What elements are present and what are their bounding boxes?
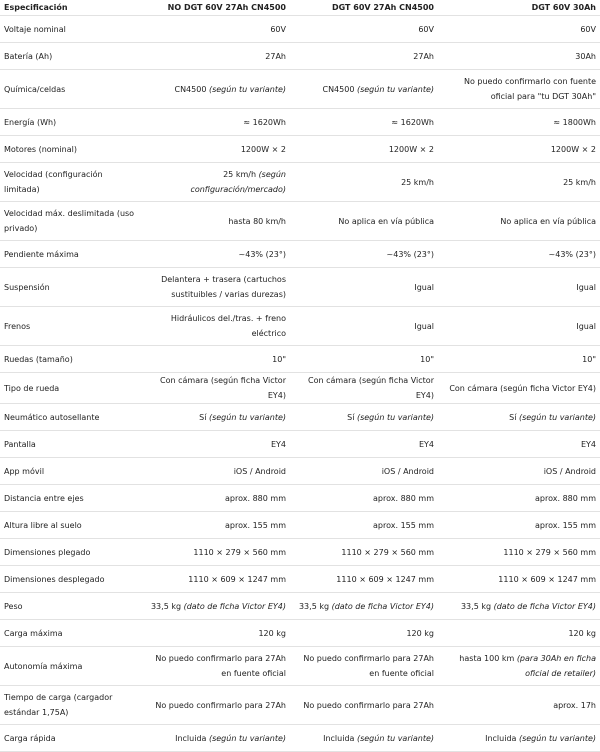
table-row xyxy=(0,485,600,512)
table-cell xyxy=(140,512,290,539)
cell-text: No puedo confirmarlo para 27Ah en fuente oficial xyxy=(303,654,434,678)
cell-text: aprox. 155 mm xyxy=(535,520,596,530)
cell-text: 25 km/h xyxy=(223,170,259,179)
row-label: Tiempo de carga (cargador estándar 1,75A) xyxy=(0,686,140,725)
table-row xyxy=(0,307,600,346)
cell-text: Delantera + trasera (cartuchos sustituibles / varias durezas) xyxy=(161,275,286,299)
cell-text: Incluida xyxy=(175,733,209,743)
table-cell xyxy=(290,539,438,566)
table-cell xyxy=(438,136,600,163)
table-cell xyxy=(438,647,600,686)
table-cell xyxy=(290,136,438,163)
cell-text: hasta 80 km/h xyxy=(228,216,286,226)
row-label: App móvil xyxy=(0,458,140,485)
cell-text: 1200W × 2 xyxy=(388,144,434,154)
row-label: Tipo de rueda xyxy=(0,373,140,404)
table-row xyxy=(0,16,600,43)
table-cell xyxy=(438,725,600,752)
cell-text: 33,5 kg xyxy=(298,601,332,611)
cell-text: CN4500 xyxy=(322,84,357,94)
table-body xyxy=(0,16,600,752)
cell-text: No puedo confirmarlo para 27Ah xyxy=(303,700,434,710)
table-cell xyxy=(438,458,600,485)
table-cell xyxy=(140,70,290,109)
row-label: Batería (Ah) xyxy=(0,43,140,70)
cell-text: 1110 × 279 × 560 mm xyxy=(193,547,286,557)
table-row xyxy=(0,346,600,373)
table-cell xyxy=(438,593,600,620)
cell-text: aprox. 880 mm xyxy=(225,493,286,503)
cell-text: 1200W × 2 xyxy=(240,144,286,154)
table-cell xyxy=(140,307,290,346)
cell-text: ≈ 1800Wh xyxy=(553,117,596,127)
header-dgt-30ah: DGT 60V 30Ah xyxy=(438,0,600,16)
table-cell xyxy=(140,566,290,593)
table-cell xyxy=(438,109,600,136)
table-header-row xyxy=(0,0,600,16)
table-cell xyxy=(290,404,438,431)
row-label: Voltaje nominal xyxy=(0,16,140,43)
row-label: Peso xyxy=(0,593,140,620)
table-row xyxy=(0,620,600,647)
table-cell xyxy=(290,241,438,268)
table-cell xyxy=(438,16,600,43)
table-cell xyxy=(438,268,600,307)
table-cell xyxy=(290,109,438,136)
table-row xyxy=(0,431,600,458)
table-cell xyxy=(290,16,438,43)
cell-note: (según tu variante) xyxy=(208,733,286,743)
table-row xyxy=(0,373,600,404)
table-cell xyxy=(290,512,438,539)
cell-note: (según tu variante) xyxy=(518,733,596,743)
cell-text: 120 kg xyxy=(568,628,596,638)
header-dgt-27ah: DGT 60V 27Ah CN4500 xyxy=(290,0,438,16)
table-cell xyxy=(290,268,438,307)
header-spec: Especificación xyxy=(0,0,140,16)
row-label: Ruedas (tamaño) xyxy=(0,346,140,373)
cell-text: 1110 × 279 × 560 mm xyxy=(341,547,434,557)
table-cell xyxy=(438,686,600,725)
table-cell xyxy=(140,16,290,43)
cell-note: (según tu variante) xyxy=(356,733,434,743)
cell-text: No aplica en vía pública xyxy=(500,216,596,226)
row-label: Energía (Wh) xyxy=(0,109,140,136)
cell-text: iOS / Android xyxy=(381,466,434,476)
table-cell xyxy=(438,43,600,70)
table-cell xyxy=(290,686,438,725)
cell-text: iOS / Android xyxy=(543,466,596,476)
table-cell xyxy=(290,431,438,458)
cell-text: 1110 × 609 × 1247 mm xyxy=(188,574,286,584)
cell-text: hasta 100 km xyxy=(459,654,517,663)
table-row xyxy=(0,593,600,620)
cell-text: 27Ah xyxy=(413,51,434,61)
table-cell xyxy=(140,404,290,431)
table-cell xyxy=(290,566,438,593)
table-cell xyxy=(290,647,438,686)
table-cell xyxy=(290,202,438,241)
cell-text: CN4500 xyxy=(174,84,209,94)
table-row xyxy=(0,725,600,752)
cell-text: aprox. 155 mm xyxy=(373,520,434,530)
row-label: Motores (nominal) xyxy=(0,136,140,163)
table-cell xyxy=(140,202,290,241)
cell-text: ≈ 1620Wh xyxy=(391,117,434,127)
cell-text: 1200W × 2 xyxy=(550,144,596,154)
cell-text: Sí xyxy=(509,412,519,422)
cell-text: 25 km/h xyxy=(563,177,596,187)
table-row xyxy=(0,202,600,241)
cell-text: 27Ah xyxy=(265,51,286,61)
table-cell xyxy=(140,268,290,307)
cell-text: 1110 × 609 × 1247 mm xyxy=(336,574,434,584)
table-cell xyxy=(140,647,290,686)
table-row xyxy=(0,458,600,485)
table-cell xyxy=(140,485,290,512)
cell-text: Incluida xyxy=(323,733,357,743)
cell-note: (según tu variante) xyxy=(518,412,596,422)
row-label: Distancia entre ejes xyxy=(0,485,140,512)
cell-text: Igual xyxy=(576,321,596,331)
table-cell xyxy=(290,346,438,373)
row-label: Frenos xyxy=(0,307,140,346)
table-cell xyxy=(290,163,438,202)
cell-text: No puedo confirmarlo con fuente oficial para "tu DGT 30Ah" xyxy=(463,77,596,101)
cell-text: Con cámara (según ficha Victor EY4) xyxy=(308,376,434,400)
table-cell xyxy=(438,431,600,458)
cell-text: No puedo confirmarlo para 27Ah xyxy=(155,700,286,710)
table-row xyxy=(0,566,600,593)
table-cell xyxy=(438,566,600,593)
row-label: Suspensión xyxy=(0,268,140,307)
table-cell xyxy=(438,307,600,346)
table-cell xyxy=(140,43,290,70)
cell-text: 60V xyxy=(580,24,596,34)
table-cell xyxy=(438,512,600,539)
table-cell xyxy=(290,307,438,346)
row-label: Carga rápida xyxy=(0,725,140,752)
table-row xyxy=(0,686,600,725)
table-cell xyxy=(140,373,290,404)
cell-text: EY4 xyxy=(580,439,596,449)
row-label: Altura libre al suelo xyxy=(0,512,140,539)
table-row xyxy=(0,163,600,202)
cell-text: Igual xyxy=(414,282,434,292)
cell-note: (dato de ficha Victor EY4) xyxy=(183,601,286,611)
table-cell xyxy=(438,346,600,373)
cell-text: Igual xyxy=(414,321,434,331)
row-label: Pendiente máxima xyxy=(0,241,140,268)
cell-text: Igual xyxy=(576,282,596,292)
table-cell xyxy=(438,539,600,566)
cell-text: ~43% (23°) xyxy=(548,249,596,259)
row-label: Velocidad (configuración limitada) xyxy=(0,163,140,202)
table-cell xyxy=(290,593,438,620)
table-cell xyxy=(140,109,290,136)
table-cell xyxy=(140,163,290,202)
cell-text: 10" xyxy=(420,354,434,364)
table-cell xyxy=(290,43,438,70)
cell-text: Con cámara (según ficha Victor EY4) xyxy=(449,383,596,393)
table-cell xyxy=(438,163,600,202)
cell-text: 120 kg xyxy=(258,628,286,638)
cell-note: (dato de ficha Victor EY4) xyxy=(493,601,596,611)
row-label: Carga máxima xyxy=(0,620,140,647)
row-label: Autonomía máxima xyxy=(0,647,140,686)
table-cell xyxy=(140,346,290,373)
table-cell xyxy=(140,620,290,647)
cell-text: Incluida xyxy=(485,733,519,743)
cell-text: 10" xyxy=(582,354,596,364)
table-cell xyxy=(438,70,600,109)
table-cell xyxy=(140,725,290,752)
table-row xyxy=(0,512,600,539)
cell-text: ~43% (23°) xyxy=(386,249,434,259)
table-cell xyxy=(438,202,600,241)
cell-text: aprox. 880 mm xyxy=(373,493,434,503)
cell-note: (según tu variante) xyxy=(208,412,286,422)
table-cell xyxy=(290,725,438,752)
cell-text: 33,5 kg xyxy=(150,601,184,611)
cell-text: 60V xyxy=(270,24,286,34)
table-cell xyxy=(140,458,290,485)
table-row xyxy=(0,647,600,686)
cell-note: (dato de ficha Victor EY4) xyxy=(331,601,434,611)
table-cell xyxy=(438,404,600,431)
cell-text: ~43% (23°) xyxy=(238,249,286,259)
cell-text: 1110 × 609 × 1247 mm xyxy=(498,574,596,584)
table-cell xyxy=(140,241,290,268)
cell-text: EY4 xyxy=(270,439,286,449)
table-row xyxy=(0,404,600,431)
table-cell xyxy=(290,373,438,404)
table-cell xyxy=(140,686,290,725)
table-row xyxy=(0,136,600,163)
cell-text: aprox. 155 mm xyxy=(225,520,286,530)
cell-text: 30Ah xyxy=(575,51,596,61)
row-label: Pantalla xyxy=(0,431,140,458)
cell-text: aprox. 17h xyxy=(553,700,596,710)
cell-text: Sí xyxy=(199,412,209,422)
row-label: Dimensiones desplegado xyxy=(0,566,140,593)
table-row xyxy=(0,539,600,566)
table-cell xyxy=(290,70,438,109)
table-cell xyxy=(438,241,600,268)
cell-note: (según tu variante) xyxy=(208,84,286,94)
cell-note: (según tu variante) xyxy=(356,412,434,422)
cell-text: EY4 xyxy=(418,439,434,449)
cell-text: No puedo confirmarlo para 27Ah en fuente oficial xyxy=(155,654,286,678)
row-label: Velocidad máx. deslimitada (uso privado) xyxy=(0,202,140,241)
cell-text: Hidráulicos del./tras. + freno eléctrico xyxy=(170,314,286,338)
header-no-dgt-27ah: NO DGT 60V 27Ah CN4500 xyxy=(140,0,290,16)
table-cell xyxy=(290,620,438,647)
cell-text: iOS / Android xyxy=(233,466,286,476)
cell-text: Sí xyxy=(347,412,357,422)
cell-note: (para 30Ah en ficha oficial de retailer) xyxy=(516,654,596,678)
cell-text: 60V xyxy=(418,24,434,34)
table-row xyxy=(0,70,600,109)
table-cell xyxy=(438,373,600,404)
cell-text: No aplica en vía pública xyxy=(338,216,434,226)
table-cell xyxy=(290,485,438,512)
table-cell xyxy=(140,593,290,620)
cell-text: ≈ 1620Wh xyxy=(243,117,286,127)
row-label: Neumático autosellante xyxy=(0,404,140,431)
cell-text: 25 km/h xyxy=(401,177,434,187)
cell-note: (según configuración/mercado) xyxy=(190,170,286,194)
table-row xyxy=(0,241,600,268)
cell-text: 1110 × 279 × 560 mm xyxy=(503,547,596,557)
cell-text: 120 kg xyxy=(406,628,434,638)
table-row xyxy=(0,43,600,70)
table-cell xyxy=(438,620,600,647)
row-label: Química/celdas xyxy=(0,70,140,109)
cell-text: 10" xyxy=(272,354,286,364)
table-cell xyxy=(140,136,290,163)
table-cell xyxy=(140,539,290,566)
row-label: Dimensiones plegado xyxy=(0,539,140,566)
table-cell xyxy=(438,485,600,512)
table-cell xyxy=(140,431,290,458)
cell-text: 33,5 kg xyxy=(460,601,494,611)
table-cell xyxy=(290,458,438,485)
cell-note: (según tu variante) xyxy=(356,84,434,94)
cell-text: Con cámara (según ficha Victor EY4) xyxy=(160,376,286,400)
cell-text: aprox. 880 mm xyxy=(535,493,596,503)
table-row xyxy=(0,109,600,136)
table-row xyxy=(0,268,600,307)
